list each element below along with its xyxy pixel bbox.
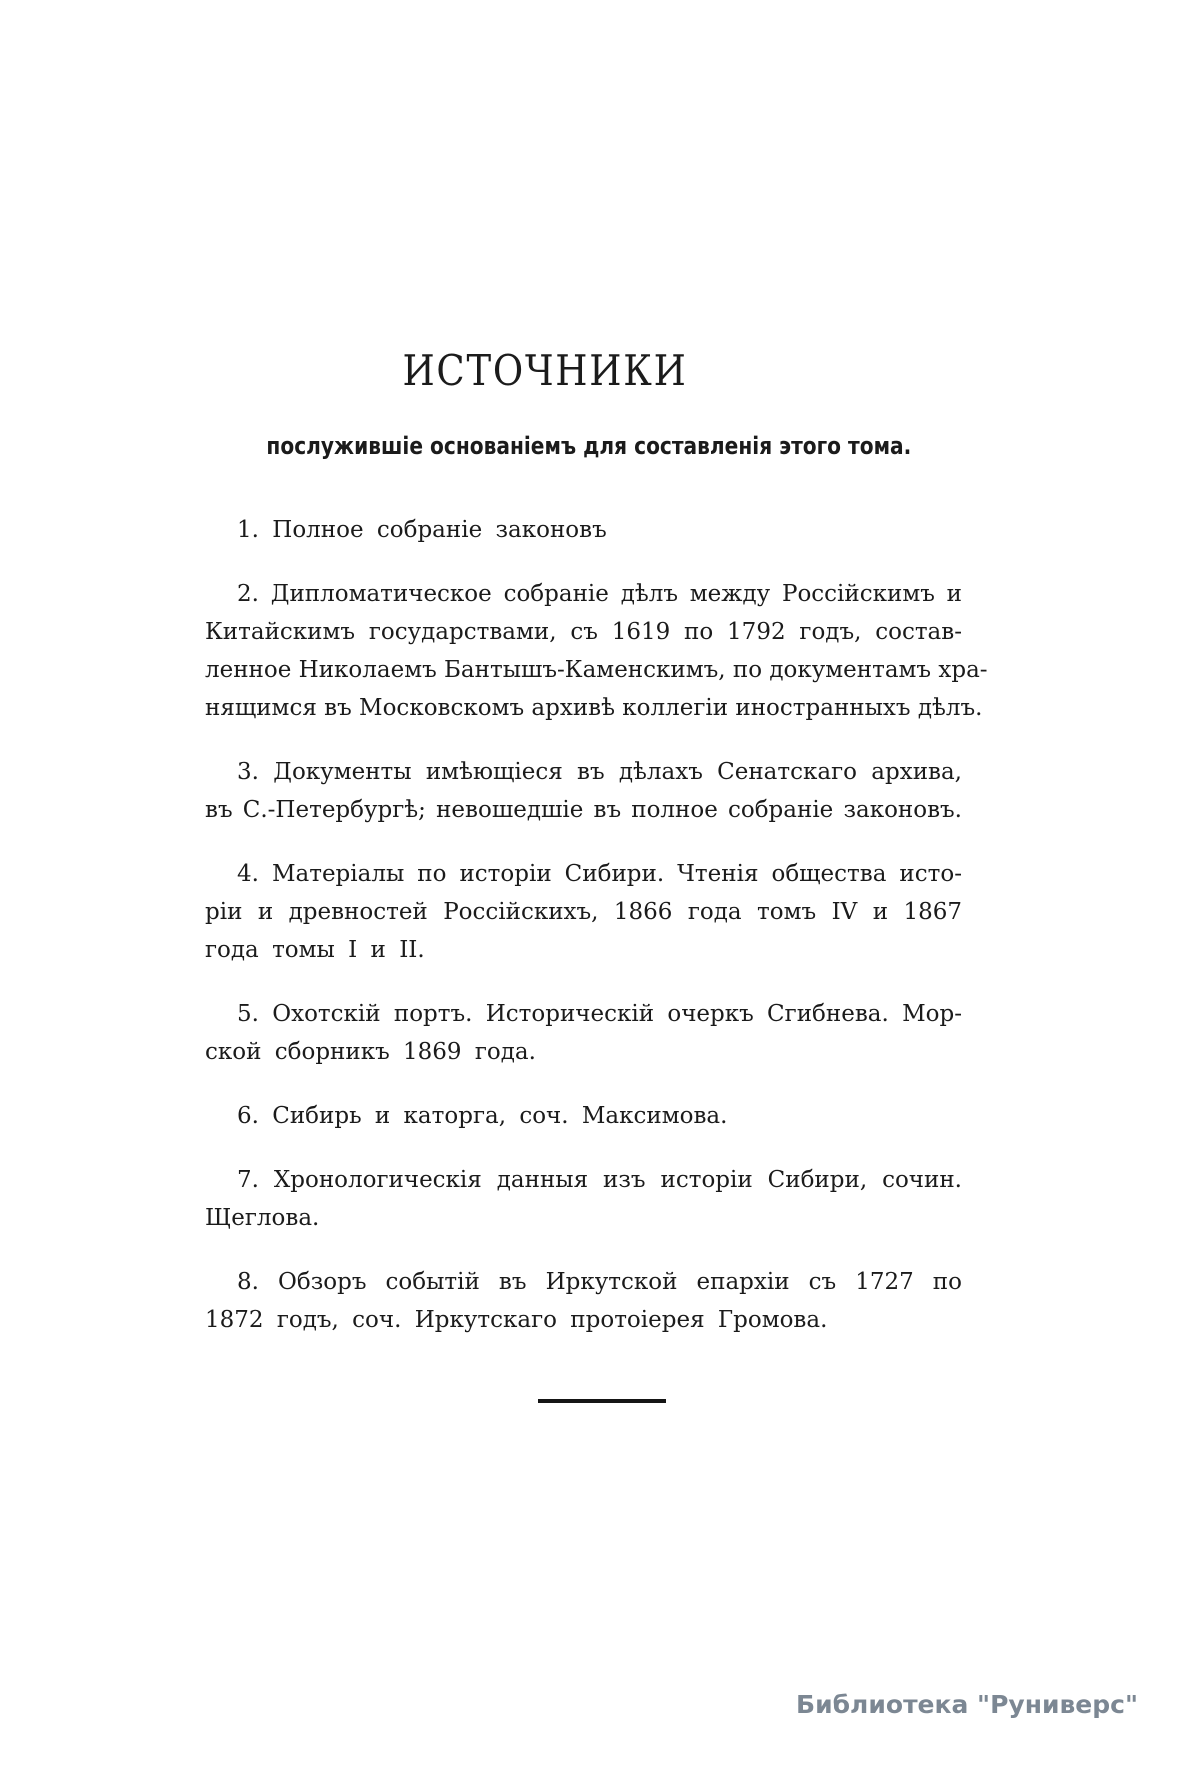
text-line: 1872 годъ, соч. Иркутскаго протоіерея Громова. <box>205 1307 828 1333</box>
text-line: 1. Полное собраніе законовъ <box>237 517 607 543</box>
source-item <box>205 511 962 549</box>
text-line: ской сборникъ 1869 года. <box>205 1039 536 1065</box>
text-line: 4. Матеріалы по исторіи Сибири. Чтенія общества исто- <box>237 861 962 887</box>
library-watermark: Библиотека "Руниверс" <box>796 1690 1138 1719</box>
text-line: года томы I и II. <box>205 937 425 963</box>
text-line: нящимся въ Московскомъ архивѣ коллегіи иностранныхъ дѣлъ. <box>205 695 983 721</box>
source-item <box>205 855 962 969</box>
text-line: 6. Сибирь и каторга, соч. Максимова. <box>237 1103 728 1129</box>
source-item <box>205 1161 962 1237</box>
text-line: 8. Обзоръ событій въ Иркутской епархіи съ 1727 по <box>237 1269 962 1295</box>
source-item <box>205 753 962 829</box>
text-line: въ С.-Петербургѣ; невошедшіе въ полное собраніе законовъ. <box>205 797 962 823</box>
text-line: ленное Николаемъ Бантышъ-Каменскимъ, по документамъ хра- <box>205 657 988 683</box>
page-title <box>205 346 885 395</box>
text-line: 3. Документы имѣющіеся въ дѣлахъ Сенатскаго архива, <box>237 759 962 785</box>
source-item <box>205 995 962 1071</box>
page-subtitle <box>205 430 912 462</box>
source-item <box>205 575 988 727</box>
source-list <box>205 511 988 1339</box>
page-title-text: ИСТОЧНИКИ <box>402 346 688 395</box>
text-line: ріи и древностей Россійскихъ, 1866 года томъ IV и 1867 <box>205 899 962 925</box>
end-divider <box>538 1399 666 1403</box>
text-line: 5. Охотскій портъ. Историческій очеркъ Сгибнева. Мор- <box>237 1001 962 1027</box>
text-line: 2. Дипломатическое собраніе дѣлъ между Россійскимъ и <box>237 581 962 607</box>
page-subtitle-text: послужившіе основаніемъ для составленія этого тома. <box>266 432 912 460</box>
text-line: Китайскимъ государствами, съ 1619 по 1792 годъ, состав- <box>205 619 962 645</box>
source-item <box>205 1097 962 1135</box>
text-line: Щеглова. <box>205 1205 320 1231</box>
text-line: 7. Хронологическія данныя изъ исторіи Сибири, сочин. <box>237 1167 962 1193</box>
source-item <box>205 1263 962 1339</box>
